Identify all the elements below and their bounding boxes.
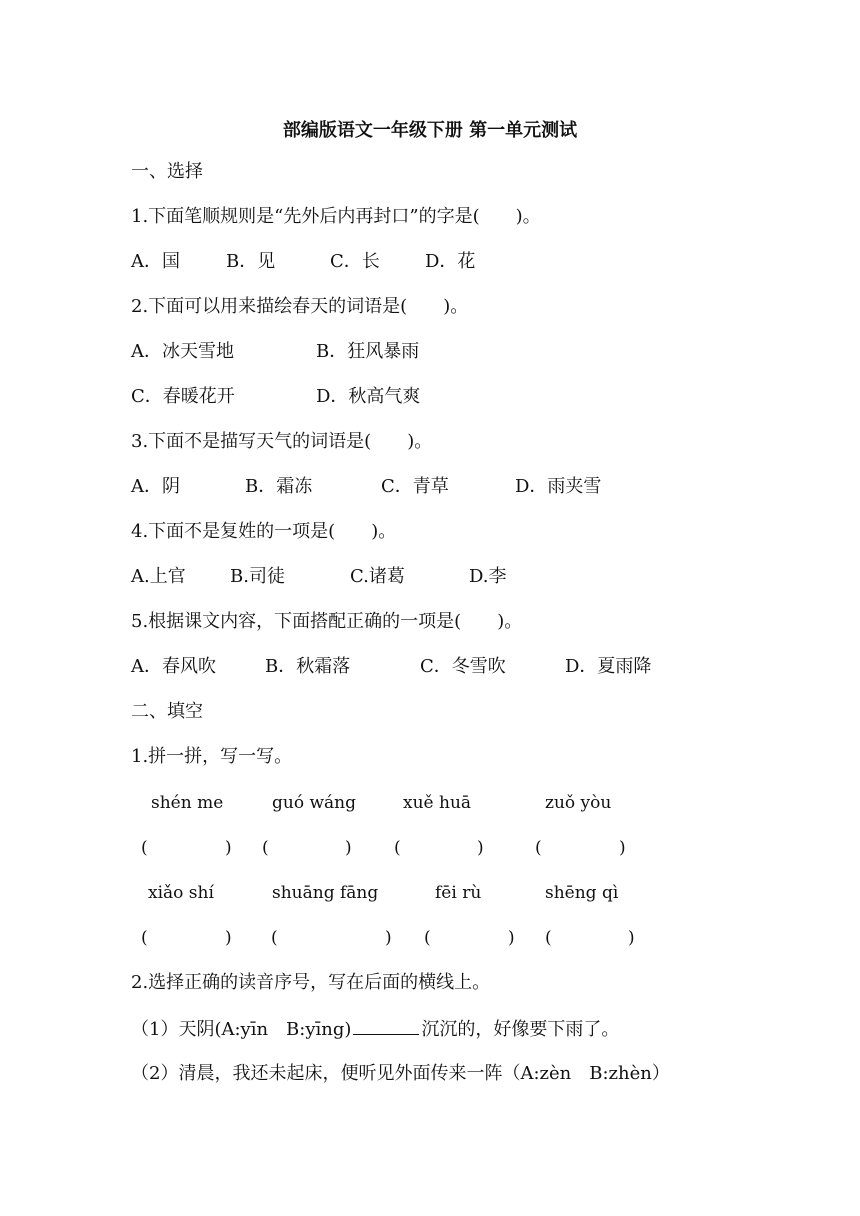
pinyin-6: shuāng fāng bbox=[272, 883, 379, 903]
answer-paren-close: ) bbox=[619, 838, 626, 858]
fill-q1-stem: 1.拼一拼，写一写。 bbox=[131, 746, 293, 767]
answer-blank[interactable] bbox=[353, 1016, 419, 1035]
q1-option-b: B．见 bbox=[226, 251, 276, 272]
fill-q2-stem: 2.选择正确的读音序号，写在后面的横线上。 bbox=[131, 972, 491, 993]
q4-option-c: C.诸葛 bbox=[350, 566, 405, 587]
section1-heading: 一、选择 bbox=[131, 161, 203, 182]
answer-paren-open: ( bbox=[141, 838, 148, 858]
answer-paren-close: ) bbox=[508, 928, 515, 948]
answer-paren-open: ( bbox=[271, 928, 278, 948]
answer-paren-open: ( bbox=[424, 928, 431, 948]
q3-option-b: B．霜冻 bbox=[245, 476, 313, 497]
pinyin-8: shēng qì bbox=[545, 883, 619, 903]
fill-q2-item1 bbox=[131, 1016, 619, 1042]
answer-paren-close: ) bbox=[385, 928, 392, 948]
q2-stem: 2.下面可以用来描绘春天的词语是( )。 bbox=[131, 296, 469, 317]
q5-stem: 5.根据课文内容，下面搭配正确的一项是( )。 bbox=[131, 611, 523, 632]
q4-option-d: D.李 bbox=[469, 566, 507, 587]
q1-option-c: C．长 bbox=[330, 251, 380, 272]
q2-option-a: A．冰天雪地 bbox=[131, 341, 234, 362]
item1-suffix: 沉沉的，好像要下雨了。 bbox=[421, 1019, 620, 1040]
q3-option-a: A．阴 bbox=[131, 476, 180, 497]
answer-paren-open: ( bbox=[535, 838, 542, 858]
q4-stem: 4.下面不是复姓的一项是( )。 bbox=[131, 521, 397, 542]
q5-option-b: B．秋霜落 bbox=[265, 656, 351, 677]
answer-paren-open: ( bbox=[394, 838, 401, 858]
q3-option-d: D．雨夹雪 bbox=[515, 476, 602, 497]
section2-heading: 二、填空 bbox=[131, 701, 203, 722]
q5-option-a: A．春风吹 bbox=[131, 656, 216, 677]
q2-option-c: C．春暖花开 bbox=[131, 386, 235, 407]
q3-stem: 3.下面不是描写天气的词语是( )。 bbox=[131, 431, 433, 452]
answer-paren-open: ( bbox=[262, 838, 269, 858]
pinyin-7: fēi rù bbox=[435, 883, 482, 903]
q2-option-b: B．狂风暴雨 bbox=[316, 341, 420, 362]
pinyin-5: xiǎo shí bbox=[148, 883, 214, 903]
answer-paren-close: ) bbox=[225, 928, 232, 948]
q3-option-c: C．青草 bbox=[381, 476, 449, 497]
q4-option-a: A.上官 bbox=[131, 566, 186, 587]
pinyin-4: zuǒ yòu bbox=[545, 793, 612, 813]
q1-stem: 1.下面笔顺规则是“先外后内再封口”的字是( )。 bbox=[131, 206, 541, 227]
answer-paren-open: ( bbox=[545, 928, 552, 948]
fill-q2-item2: （2）清晨，我还未起床，便听见外面传来一阵（A:zèn B:zhèn） bbox=[131, 1063, 670, 1084]
answer-paren-open: ( bbox=[141, 928, 148, 948]
pinyin-1: shén me bbox=[151, 793, 224, 813]
answer-paren-close: ) bbox=[225, 838, 232, 858]
q5-option-c: C．冬雪吹 bbox=[420, 656, 506, 677]
answer-paren-close: ) bbox=[628, 928, 635, 948]
answer-paren-close: ) bbox=[345, 838, 352, 858]
q2-option-d: D．秋高气爽 bbox=[316, 386, 421, 407]
q4-option-b: B.司徒 bbox=[230, 566, 285, 587]
q1-option-d: D．花 bbox=[425, 251, 476, 272]
pinyin-3: xuě huā bbox=[403, 793, 472, 813]
answer-paren-close: ) bbox=[477, 838, 484, 858]
q1-option-a: A．国 bbox=[131, 251, 180, 272]
q5-option-d: D．夏雨降 bbox=[565, 656, 652, 677]
item1-prefix: （1）天阴(A:yīn B:yīng) bbox=[131, 1019, 352, 1040]
pinyin-2: guó wáng bbox=[272, 793, 356, 813]
page-title: 部编版语文一年级下册 第一单元测试 bbox=[282, 120, 578, 141]
